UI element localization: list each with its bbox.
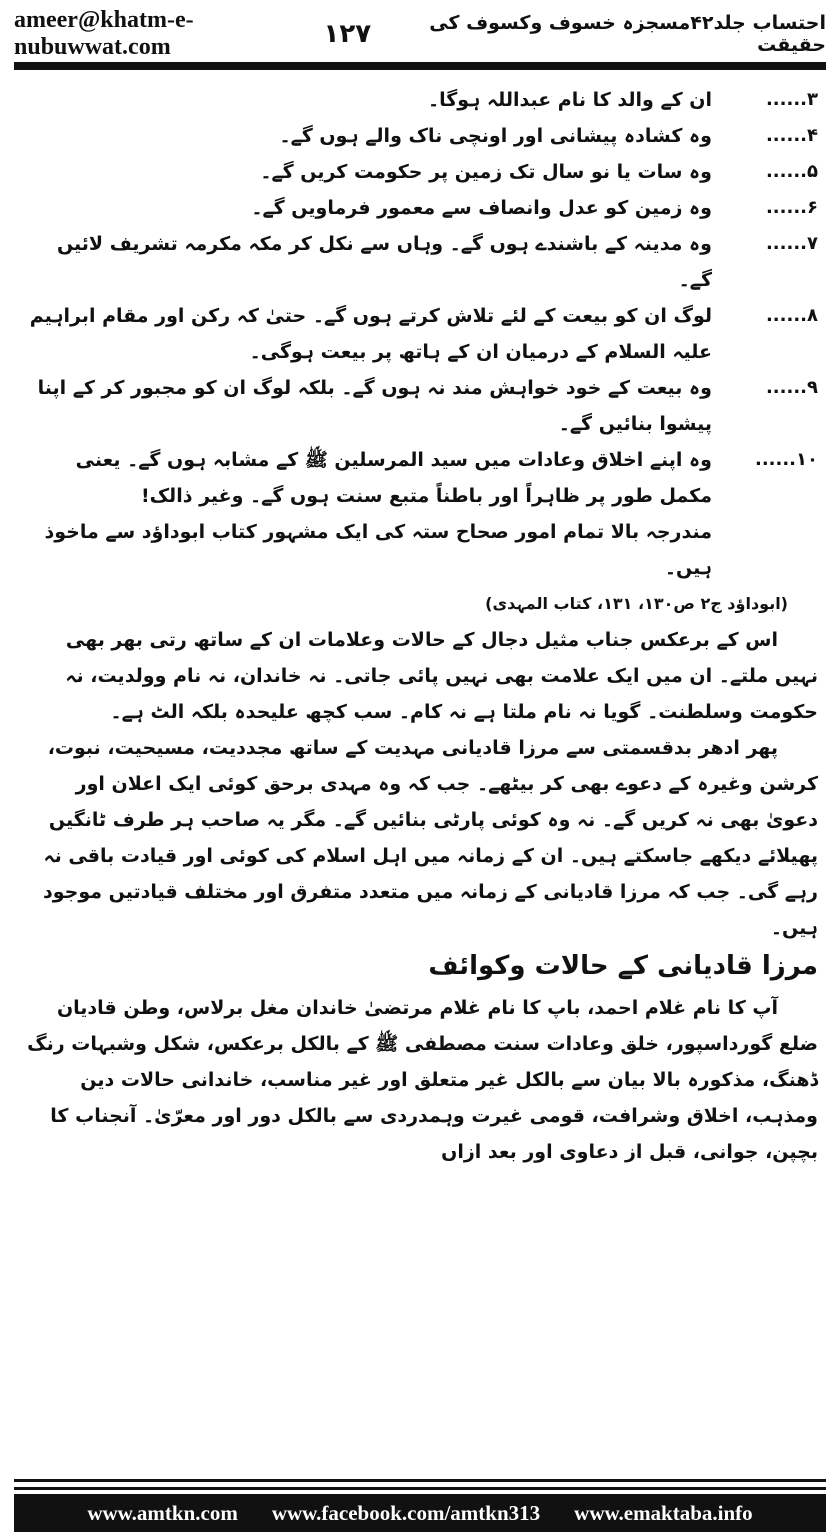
footer-link-facebook: www.facebook.com/amtkn313 [271, 1500, 541, 1525]
list-item-number: ۶...... [765, 197, 818, 218]
list-item-number: ۵...... [765, 161, 818, 182]
list-item-text: لوگ ان کو بیعت کے لئے تلاش کرتے ہوں گے۔ حتیٰ کہ رکن اور مقام ابراہیم علیہ السلام کے درمیان ان کے ہاتھ پر بیعت ہوگی۔ [29, 305, 712, 363]
footer-divider-bottom [14, 1487, 826, 1490]
footer-link-amtkn: www.amtkn.com [87, 1500, 238, 1525]
page-footer [14, 1494, 826, 1532]
paragraph-biography: آپ کا نام غلام احمد، باپ کا نام غلام مرتضیٰ خاندان مغل برلاس، وطن قادیان ضلع گورداسپور، خلق وعادات سنت مصطفی ﷺ کے بالکل برعکس، شکل وشبہات رنگ ڈھنگ، مذکورہ بالا بیان سے بالکل غیر متعلق اور غیر مناسب، خاندانی حالات دین ومذہب، اخلاق وشرافت، قومی غیرت وہمدردی سے بالکل دور اور معرّیٰ۔ آنجناب کا بچپن، جوانی، قبل از دعاوی اور بعد ازاں [27, 997, 818, 1163]
list-item-text: ان کے والد کا نام عبداللہ ہوگا۔ [427, 89, 712, 111]
summary-line: مندرجہ بالا تمام امور صحاح ستہ کی ایک مشہور کتاب ابوداؤد سے ماخوذ ہیں۔ [44, 521, 712, 579]
list-item [22, 82, 818, 118]
list-item-text: وہ کشادہ پیشانی اور اونچی ناک والے ہوں گے۔ [279, 125, 712, 147]
page-body [22, 82, 818, 1448]
list-item-number: ۴...... [765, 125, 818, 146]
list-item [22, 154, 818, 190]
list-item-text: وہ اپنے اخلاق وعادات میں سید المرسلین ﷺ کے مشابہ ہوں گے۔ یعنی مکمل طور پر ظاہراً اور باطناً متبع سنت ہوں گے۔ وغیر ذالک! [75, 449, 712, 507]
header-divider [14, 62, 826, 70]
header-title: احتساب جلد۴۲مسجزہ خسوف وکسوف کی حقیقت [429, 12, 826, 56]
list-item-text: وہ مدینہ کے باشندے ہوں گے۔ وہاں سے نکل کر مکہ مکرمہ تشریف لائیں گے۔ [56, 233, 712, 291]
list-item [22, 118, 818, 154]
header-email: ameer@khatm-e-nubuwwat.com [14, 7, 194, 60]
paragraph-contrast: اس کے برعکس جناب مثیل دجال کے حالات وعلامات ان کے ساتھ رتی بھر بھی نہیں ملتے۔ ان میں ایک علامت بھی نہیں پائی جاتی۔ نہ خاندان، نہ نام وولدیت، نہ حکومت وسلطنت۔ گویا نہ نام ملتا ہے نہ کام۔ سب کچھ علیحدہ بلکہ الٹ ہے۔ [65, 629, 818, 723]
list-item-number: ۷...... [765, 233, 818, 254]
list-item-number: ۸...... [765, 305, 818, 326]
footer-link-emaktaba: www.emaktaba.info [574, 1500, 753, 1525]
page-header [14, 8, 826, 60]
list-item [22, 190, 818, 226]
header-right-group [324, 12, 826, 56]
reference-citation: (ابوداؤد ج۲ ص۱۳۰، ۱۳۱، کتاب المہدی) [485, 594, 788, 613]
list-item-text: وہ سات یا نو سال تک زمین پر حکومت کریں گے۔ [260, 161, 712, 183]
footer-divider-top [14, 1479, 826, 1482]
list-item-number: ۹...... [765, 377, 818, 398]
page-number: ۱۲۷ [323, 19, 372, 49]
list-item [22, 226, 818, 298]
paragraph-claims: پھر ادھر بدقسمتی سے مرزا قادیانی مہدیت کے ساتھ مجددیت، مسیحیت، نبوت، کرشن وغیرہ کے دعوے بھی کر بیٹھے۔ جب کہ وہ مہدی برحق کوئی ایک اعلان اور دعویٰ بھی نہ کریں گے۔ نہ وہ کوئی پارٹی بنائیں گے۔ مگر یہ صاحب ہر طرف ٹانگیں پھیلائے دیکھے جاسکتے ہیں۔ ان کے زمانہ میں اہل اسلام کی کوئی اور قیادت باقی نہ رہے گی۔ جب کہ مرزا قادیانی کے زمانہ میں متعدد متفرق اور مختلف قیادتیں موجود ہیں۔ [42, 737, 818, 939]
list-item [22, 370, 818, 442]
list-item-text: وہ زمین کو عدل وانصاف سے معمور فرماویں گے۔ [251, 197, 712, 219]
list-item-number: ۳...... [765, 89, 818, 110]
list-item [22, 442, 818, 514]
list-item-text: وہ بیعت کے خود خواہش مند نہ ہوں گے۔ بلکہ لوگ ان کو مجبور کر کے اپنا پیشوا بنائیں گے۔ [37, 377, 712, 435]
section-heading: مرزا قادیانی کے حالات وکوائف [428, 951, 818, 981]
list-item-number: ۱۰...... [754, 449, 818, 470]
list-item [22, 298, 818, 370]
